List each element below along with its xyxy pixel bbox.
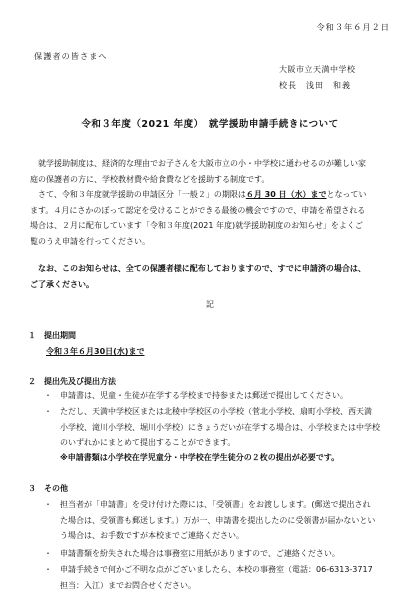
intro-line-5: 場合は、２月に配布しています「令和３年度(2021 年度)就学援助制度のお知らせ」をよくご bbox=[30, 221, 363, 230]
section-3-item-1 bbox=[44, 497, 404, 544]
notice-paragraph bbox=[30, 261, 405, 292]
document-date: 令和３年６月２日 bbox=[316, 22, 390, 32]
section-2-item-1-text: 申請書は、児童・生徒が在学する学校まで持参または郵送で提出してください。 bbox=[60, 391, 348, 400]
section-3-item-1-line-3: う場合は、お手数ですが本校までご連絡ください。 bbox=[60, 531, 244, 540]
section-3-item-1-line-1: 担当者が「申請書」を受け付けた際には、「受領書」をお渡しします。(郵送で提出され bbox=[60, 500, 371, 509]
section-3-heading: ３ その他 bbox=[28, 484, 68, 493]
intro-paragraph bbox=[30, 156, 405, 249]
section-1-heading: １ 提出期間 bbox=[28, 331, 76, 340]
deadline-highlight: ６月 30 日（水）まで bbox=[245, 190, 327, 199]
intro-line-4: ます。４月にさかのぼって認定を受けることができる最後の機会ですので、申請を希望される bbox=[30, 205, 366, 215]
submission-period-value: 令和３年６月30日(水)まで bbox=[46, 347, 145, 356]
section-3-item-3-line-2: 担当：入江）までお問合せください。 bbox=[60, 580, 196, 590]
bullet-dot: ・ bbox=[44, 391, 52, 400]
intro-line-3a: さて、令和３年度就学援助の申請区分「一般２」の期限は bbox=[38, 190, 246, 199]
section-3-item-2-text: 申請書類を紛失された場合は事務室に用紙がありますので、ご連絡ください。 bbox=[60, 549, 340, 558]
intro-line-3 bbox=[30, 187, 405, 203]
section-3-item-3 bbox=[44, 562, 404, 593]
section-2-item-2 bbox=[44, 404, 404, 451]
sender-school: 大阪市立天満中学校 bbox=[279, 65, 356, 74]
addressee: 保護者の皆さまへ bbox=[34, 51, 108, 61]
bullet-dot: ・ bbox=[44, 549, 52, 558]
ki-marker: 記 bbox=[206, 300, 214, 309]
section-2-note: ※申請書類は小学校在学児童分・中学校在学生徒分の２枚の提出が必要です。 bbox=[60, 453, 340, 462]
section-2-item-2-line-3: のいずれかにまとめて提出することができます。 bbox=[60, 438, 236, 447]
bullet-dot: ・ bbox=[44, 565, 52, 574]
section-3-item-2 bbox=[44, 546, 404, 562]
notice-line-2: ご了承ください。 bbox=[30, 279, 94, 289]
section-2-heading: ２ 提出先及び提出方法 bbox=[28, 377, 116, 386]
section-2-item-2-line-2: 小学校、滝川小学校、堀川小学校）にきょうだいが在学する場合は、小学校または中学校 bbox=[60, 422, 380, 432]
intro-line-6: 覧のうえ申請を行ってください。 bbox=[30, 236, 150, 246]
document-title: 令和３年度（2021 年度） 就学援助申請手続きについて bbox=[81, 119, 339, 130]
bullet-dot: ・ bbox=[44, 407, 52, 416]
sender-principal: 校長 浅田 和義 bbox=[279, 81, 351, 90]
section-3-item-1-line-2: た場合は、受領書も郵送します。）万が一、申請書を提出したのに受領書が届かないとい bbox=[60, 515, 376, 525]
section-2-item-1 bbox=[44, 388, 404, 404]
section-2-item-2-line-1: ただし、天満中学校区または北稜中学校区の小学校（菅北小学校、扇町小学校、西天満 bbox=[60, 407, 372, 416]
intro-line-1: 就学援助制度は、経済的な理由でお子さんを大阪市立の小・中学校に通わせるのが難しい家 bbox=[38, 159, 366, 168]
bullet-dot: ・ bbox=[44, 500, 52, 509]
section-3-item-3-line-1: 申請手続きで何かご不明な点がございましたら、本校の事務室（電話：06-6313-3717 bbox=[60, 565, 373, 574]
intro-line-2: 庭の保護者の方に、学校教材費や給食費などを援助する制度です。 bbox=[30, 174, 270, 184]
notice-line-1: なお、このお知らせは、全ての保護者様に配布しておりますので、すでに申請済の場合は、 bbox=[38, 264, 366, 273]
intro-line-3c: となってい bbox=[326, 190, 367, 199]
